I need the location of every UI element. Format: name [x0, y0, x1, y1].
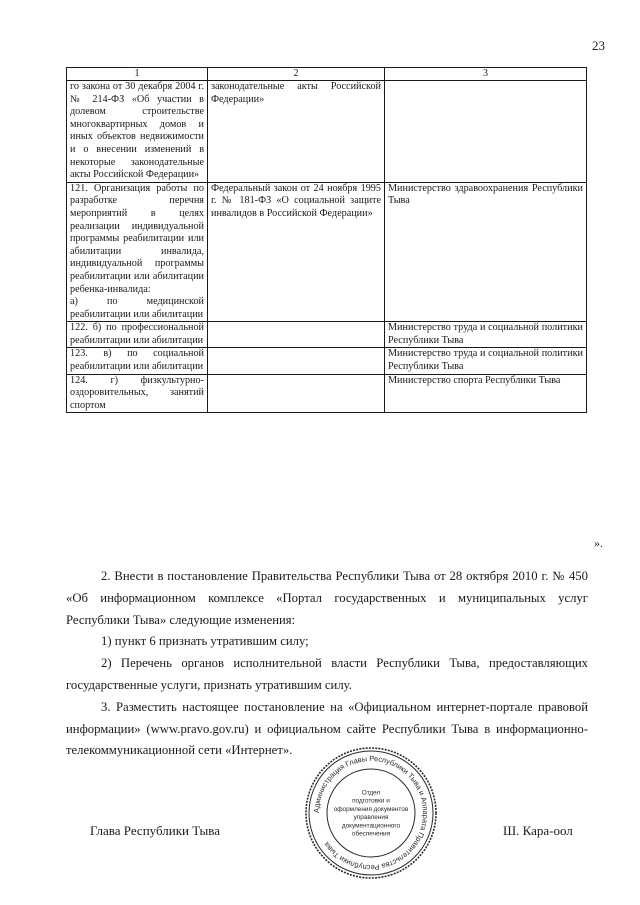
legislation-table	[66, 67, 587, 413]
table-end-quote: ».	[594, 536, 603, 550]
row-121-sub: а) по медицинской реабилитации или абилитации	[70, 296, 204, 320]
row-121-col3: Министерство здравоохранения Республики Тыва	[385, 182, 587, 322]
paragraph-2: 2. Внести в постановление Правительства Республики Тыва от 28 октября 2010 г. № 450 «Об информационном комплексе «Портал государственных и муниципальных услуг Республики Тыва» следующие изменения:	[66, 569, 588, 627]
continued-row-col2: законодательные акты Российской Федерации»	[208, 81, 385, 183]
row-124-col1: 124. г) физкультурно-оздоровительных, занятий спортом	[67, 374, 208, 413]
table-row	[67, 348, 587, 374]
paragraph-2-item-1: 1) пункт 6 признать утратившим силу;	[101, 634, 309, 649]
seal-graphic	[303, 745, 439, 881]
row-123-col1: 123. в) по социальной реабилитации или абилитации	[67, 348, 208, 374]
row-121-col2: Федеральный закон от 24 ноября 1995 г. № 181-ФЗ «О социальной защите инвалидов в Российской Федерации»	[208, 182, 385, 322]
seal-ring-text: Администрация Главы Республики Тыва и Аппарата Правительства Республики Тыва	[311, 753, 431, 873]
paragraph-2-item-2: 2) Перечень органов исполнительной власти Республики Тыва, предоставляющих государственные услуги, признать утратившим силу.	[66, 656, 588, 692]
row-121-text: 121. Организация работы по разработке перечня мероприятий в целях реализации индивидуальной программы реабилитации или абилитации инвалида, индивидуальной программы реабилитации или абилитации ребенка-инвалида:	[70, 182, 204, 295]
column-header-2: 2	[208, 68, 385, 81]
column-header-1: 1	[67, 68, 208, 81]
continued-row-col3	[385, 81, 587, 183]
row-122-col2	[208, 322, 385, 348]
seal-center-line: документационного	[341, 822, 401, 830]
page-number: 23	[592, 38, 605, 53]
row-123-col2	[208, 348, 385, 374]
seal-center-line: обеспечения	[351, 830, 391, 838]
row-121-col1	[67, 182, 208, 322]
seal-center-line: оформления документов	[333, 805, 409, 813]
seal-center-line: управления	[353, 814, 389, 822]
column-header-3: 3	[385, 68, 587, 81]
table-row	[67, 182, 587, 322]
row-124-col3: Министерство спорта Республики Тыва	[385, 374, 587, 413]
paragraph-3: 3. Разместить настоящее постановление на «Официальном интернет-портале правовой информации» (www.pravo.gov.ru) и официальном сайте Республики Тыва в информационно-телекоммуникационной сети «Интернет».	[66, 699, 588, 758]
document-body	[66, 566, 588, 762]
official-seal	[303, 745, 439, 881]
row-123-col3: Министерство труда и социальной политики Республики Тыва	[385, 348, 587, 374]
row-124-col2	[208, 374, 385, 413]
table-header-row	[67, 68, 587, 81]
continued-row-col1: го закона от 30 декабря 2004 г. № 214-ФЗ «Об участии в долевом строительстве многоквартирных домов и иных объектов недвижимости и о внесении изменений в некоторые законодательные акты Российской Федерации»	[67, 81, 208, 183]
row-122-col3: Министерство труда и социальной политики Республики Тыва	[385, 322, 587, 348]
table-row	[67, 81, 587, 183]
table-row	[67, 374, 587, 413]
signatory-name: Ш. Кара-оол	[503, 823, 573, 838]
seal-center-line: подготовки и	[352, 797, 390, 805]
signatory-title: Глава Республики Тыва	[90, 823, 221, 838]
seal-center-line: Отдел	[361, 789, 381, 797]
table-row	[67, 322, 587, 348]
row-122-col1: 122. б) по профессиональной реабилитации или абилитации	[67, 322, 208, 348]
